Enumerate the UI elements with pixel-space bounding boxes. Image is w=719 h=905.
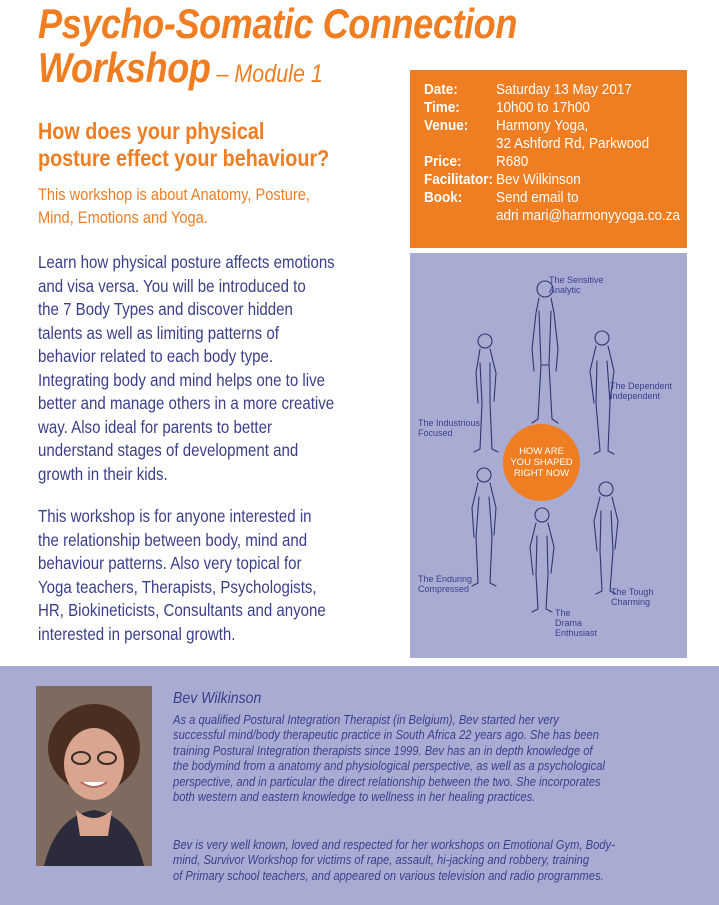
intro-line: This workshop is about Anatomy, Posture, [38, 185, 310, 204]
paragraph-line: understand stages of development and [38, 440, 299, 460]
paragraph-line: better and manage others in a more creative [38, 393, 335, 413]
figure-sensitive-analytic [532, 281, 558, 423]
body-types-illustration [410, 253, 687, 658]
label-drama-enthusiast [555, 608, 597, 638]
label-tough-charming [611, 587, 653, 607]
description-paragraph-1 [38, 251, 335, 486]
info-value [496, 81, 632, 99]
bio-line: Bev is very well known, loved and respected for her workshops on Emotional Gym, Body- [173, 837, 615, 852]
paragraph-line: Integrating body and mind helps one to live [38, 369, 325, 390]
figure-enduring-compressed [472, 468, 496, 586]
info-row-date [424, 81, 661, 99]
info-value-line: 32 Ashford Rd, Parkwood [496, 135, 650, 152]
info-value-line: Saturday 13 May 2017 [496, 81, 632, 98]
bio-line: of Primary school teachers, and appeared on various television and radio programmes. [173, 867, 604, 883]
info-label: Time: [424, 99, 460, 116]
paragraph-line: behavior related to each body type. [38, 346, 274, 366]
bio-line: perspective, and in particular the direct relationship between the two. She incorporates [173, 773, 601, 789]
bio-paragraph-1 [173, 712, 605, 804]
info-row-facilitator [424, 171, 661, 189]
paragraph-line: and visa versa. You will be introduced to [38, 275, 306, 296]
figure-drama-enthusiast [530, 508, 554, 612]
paragraph-line: the 7 Body Types and discover hidden [38, 299, 293, 319]
info-label: Book: [424, 189, 463, 206]
paragraph-line: way. Also ideal for parents to better [38, 416, 272, 437]
bio-paragraph-2 [173, 837, 615, 883]
label-line: Enthusiast [555, 628, 598, 638]
info-value [496, 99, 590, 117]
label-line: Independent [610, 391, 661, 401]
subheading [38, 118, 329, 172]
info-label: Date: [424, 81, 458, 98]
subheading-line: How does your physical [38, 118, 265, 144]
facilitator-bio-panel [0, 666, 719, 905]
badge-line: YOU SHAPED [510, 457, 573, 468]
facilitator-photo [36, 686, 152, 866]
info-value [496, 153, 528, 171]
label-line: Focused [418, 428, 453, 438]
label-line: The [555, 608, 571, 618]
booking-email-link[interactable]: adri mari@harmonyyoga.co.za [496, 207, 681, 224]
info-value [496, 189, 680, 225]
subheading-line: posture effect your behaviour? [38, 145, 330, 171]
event-info-box [410, 70, 687, 248]
label-line: Compressed [418, 584, 470, 594]
label-line: The Sensitive [549, 275, 604, 285]
info-row-time [424, 99, 661, 117]
info-row-book [424, 189, 681, 225]
info-value [496, 171, 581, 189]
paragraph-line: HR, Biokineticists, Consultants and anyone [38, 600, 326, 620]
paragraph-line: the relationship between body, mind and [38, 529, 308, 550]
label-line: The Tough [611, 587, 654, 597]
label-line: Charming [611, 597, 651, 607]
intro-text [38, 183, 310, 229]
info-label: Venue: [424, 117, 469, 134]
paragraph-line: This workshop is for anyone interested in [38, 506, 312, 526]
bio-line: As a qualified Postural Integration Therapist (in Belgium), Bev started her very [173, 712, 559, 727]
bio-line: training Postural Integration therapists since 1999. Bev has an in depth knowledge of [173, 742, 593, 758]
label-line: The Enduring [418, 574, 473, 584]
paragraph-line: talents as well as limiting patterns of [38, 322, 279, 343]
label-line: Analytic [549, 285, 581, 295]
label-line: Drama [555, 618, 583, 628]
info-value [496, 117, 649, 153]
badge-line: RIGHT NOW [513, 468, 570, 479]
label-enduring-compressed [418, 574, 472, 594]
intro-line: Mind, Emotions and Yoga. [38, 208, 208, 227]
info-label: Facilitator: [424, 171, 494, 188]
label-industrious-focused [418, 418, 480, 438]
paragraph-line: growth in their kids. [38, 463, 168, 484]
info-label: Price: [424, 153, 462, 170]
bio-line: successful mind/body therapeutic practice in South Africa 22 years ago. She has been [173, 727, 599, 743]
module-label: – Module 1 [210, 60, 323, 88]
info-row-venue [424, 117, 661, 153]
paragraph-line: interested in personal growth. [38, 623, 236, 644]
figure-tough-charming [594, 482, 618, 594]
portrait-illustration [36, 686, 152, 866]
paragraph-line: Yoga teachers, Therapists, Psychologists, [38, 576, 317, 597]
info-value-line: 10h00 to 17h00 [496, 99, 590, 116]
info-value-line: Send email to [496, 189, 579, 206]
label-line: The Dependent [610, 381, 673, 391]
paragraph-line: Learn how physical posture affects emotions [38, 252, 335, 272]
info-value-line: Harmony Yoga, [496, 117, 589, 134]
info-value-line: Bev Wilkinson [496, 171, 581, 188]
info-value-line: R680 [496, 153, 529, 170]
info-row-price [424, 153, 661, 171]
badge-line: HOW ARE [519, 446, 564, 457]
paragraph-line: behaviour patterns. Also very topical for [38, 553, 302, 573]
label-line: The Industrious [418, 418, 481, 428]
label-sensitive-analytic [549, 275, 604, 295]
title-line-1: Psycho-Somatic Connection [38, 0, 517, 47]
description-paragraph-2 [38, 505, 326, 646]
bio-line: both western and eastern knowledge to wellness in her healing practices. [173, 789, 536, 805]
label-dependent-independent [610, 381, 672, 401]
facilitator-name: Bev Wilkinson [173, 690, 262, 707]
center-circle-badge [503, 424, 580, 501]
title-line-2: Workshop [38, 44, 211, 91]
bio-line: the bodymind from a anatomy and physiological perspective, as well as a psychological [173, 758, 605, 774]
bio-line: mind, Survivor Workshop for victims of rape, assault, hi-jacking and robbery, training [173, 852, 590, 868]
